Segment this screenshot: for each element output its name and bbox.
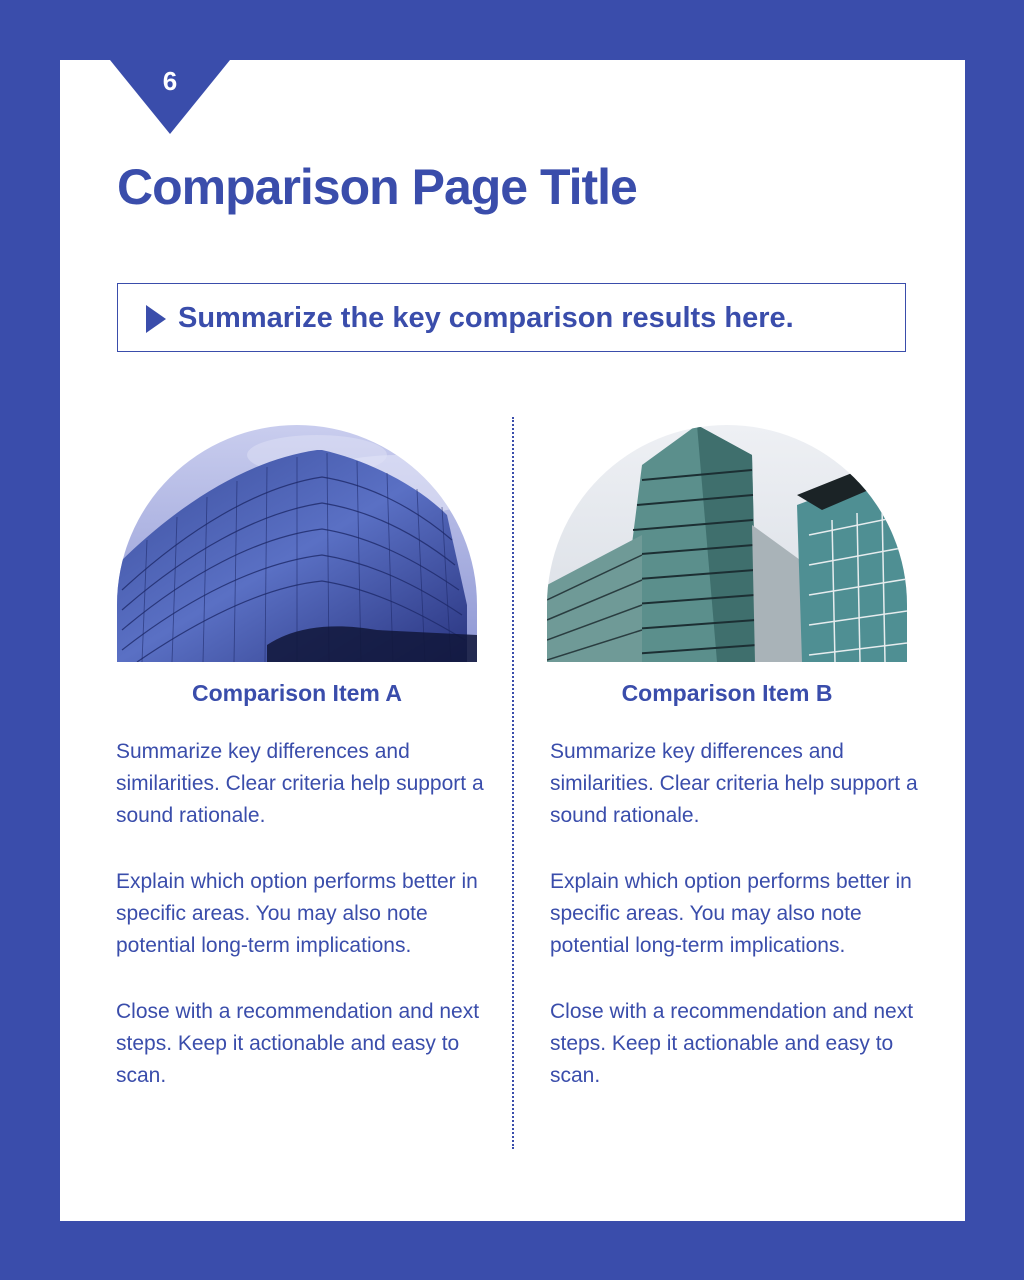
item-b-body [550,736,930,1126]
item-a-title: Comparison Item A [191,680,402,706]
item-b-paragraph: Summarize key differences and similarities. Clear criteria help support a sound rationale. [550,740,918,827]
item-b-title: Comparison Item B [621,680,833,706]
page-number-badge [110,60,230,134]
summary-box [117,283,906,352]
page-number: 6 [162,66,178,96]
item-a-image [117,425,477,662]
item-b-paragraph: Close with a recommendation and next steps. Keep it actionable and easy to scan. [550,1000,914,1087]
item-a-paragraph: Close with a recommendation and next steps. Keep it actionable and easy to scan. [116,1000,480,1087]
page-title: Comparison Page Title [117,159,637,215]
item-b-paragraph: Explain which option performs better in specific areas. You may also note potential long-term implications. [550,870,912,957]
item-a-paragraph: Explain which option performs better in specific areas. You may also note potential long-term implications. [116,870,478,957]
item-a-paragraph: Summarize key differences and similarities. Clear criteria help support a sound rationale. [116,740,484,827]
column-divider [512,417,514,1149]
page-card [60,60,965,1221]
glass-tower-building-photo [547,425,907,662]
play-arrow-icon [146,305,166,333]
curved-glass-building-photo [117,425,477,662]
item-a-body [116,736,496,1126]
item-b-image [547,425,907,662]
summary-text: Summarize the key comparison results here. [178,302,794,334]
